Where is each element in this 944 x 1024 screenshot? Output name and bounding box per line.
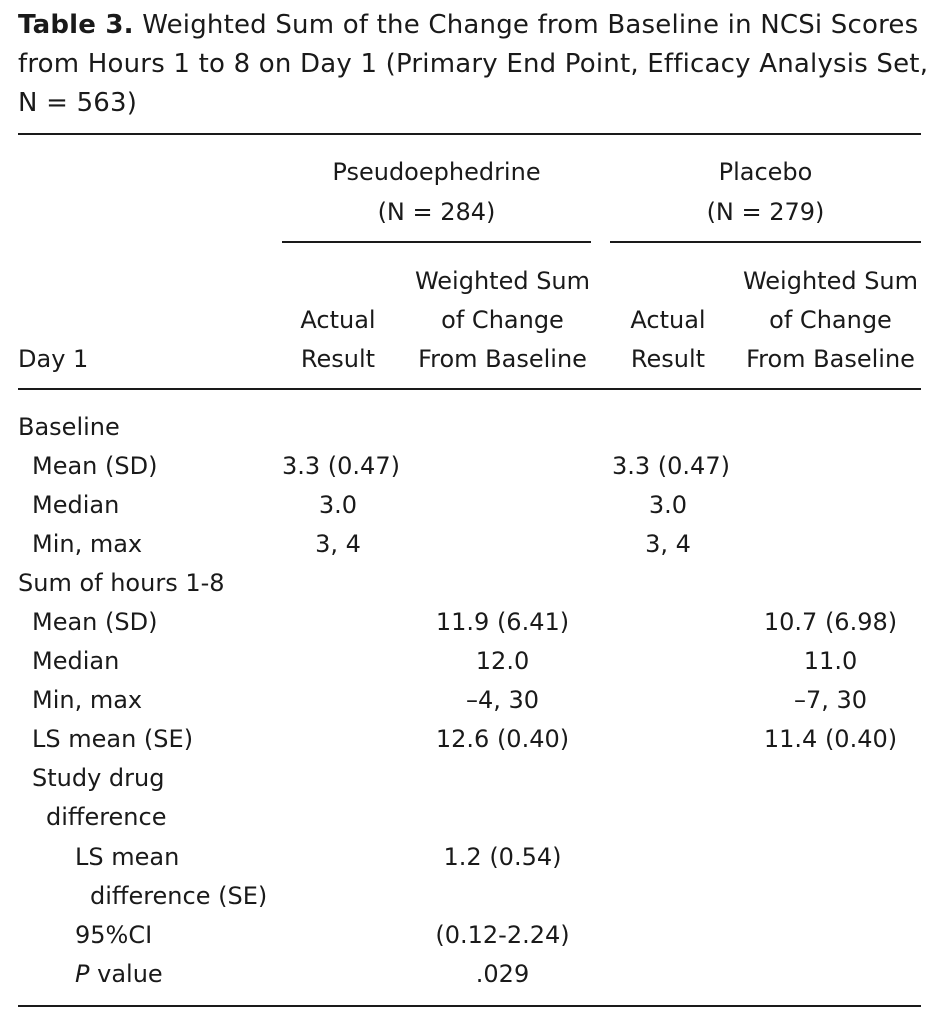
sum-mean-label: Mean (SD) <box>32 608 158 636</box>
col-wsum-pla-l1: Weighted Sum <box>742 267 919 295</box>
col-wsum-pla-l2: of Change <box>769 306 892 334</box>
baseline-median-pla: 3.0 <box>648 491 688 519</box>
lsdiff-value: 1.2 (0.54) <box>443 843 562 871</box>
sum-minmax-label: Min, max <box>32 686 143 714</box>
study-drug-label-l2: difference <box>46 803 167 831</box>
group1-n: (N = 284) <box>377 198 496 226</box>
sum-mean-pla: 10.7 (6.98) <box>763 608 898 636</box>
row-header-day: Day 1 <box>18 345 89 373</box>
lsmean-pse: 12.6 (0.40) <box>435 725 570 753</box>
study-drug-label-l1: Study drug <box>32 764 165 792</box>
ci-value: (0.12-2.24) <box>435 921 570 949</box>
bottom-rule <box>18 1005 921 1007</box>
col-wsum-pse-l1: Weighted Sum <box>414 267 591 295</box>
lsmean-pla: 11.4 (0.40) <box>763 725 898 753</box>
sum-median-pla: 11.0 <box>803 647 858 675</box>
sum-median-pse: 12.0 <box>475 647 530 675</box>
col-actual-pla-l1: Actual <box>630 306 706 334</box>
table-label: Table 3. <box>18 10 134 40</box>
p-value: .029 <box>475 960 530 988</box>
lsmean-label: LS mean (SE) <box>32 725 194 753</box>
sum-mean-pse: 11.9 (6.41) <box>435 608 570 636</box>
group2-name: Placebo <box>718 158 813 186</box>
group2-n: (N = 279) <box>706 198 825 226</box>
baseline-mean-pse: 3.3 (0.47) <box>282 452 400 480</box>
group2-underline <box>610 241 921 243</box>
baseline-median-pse: 3.0 <box>318 491 358 519</box>
ci-label: 95%CI <box>75 921 153 949</box>
col-actual-pse-l1: Actual <box>300 306 376 334</box>
col-wsum-pse-l3: From Baseline <box>418 345 587 373</box>
lsdiff-label-l2: difference (SE) <box>90 882 268 910</box>
lsdiff-label-l1: LS mean <box>75 843 180 871</box>
p-value-label-italic: P <box>75 960 90 988</box>
sum-minmax-pla: –7, 30 <box>793 686 868 714</box>
col-actual-pla-l2: Result <box>630 345 706 373</box>
baseline-mean-pla: 3.3 (0.47) <box>612 452 730 480</box>
table-title: Weighted Sum of the Change from Baseline in NCSi Scores from Hours 1 to 8 on Day 1 (Primary End Point, Efficacy Analysis Set, N = 563) <box>18 10 929 118</box>
table-caption <box>18 6 930 123</box>
baseline-minmax-label: Min, max <box>32 530 143 558</box>
col-actual-pse-l2: Result <box>300 345 376 373</box>
top-rule <box>18 133 921 135</box>
baseline-mean-label: Mean (SD) <box>32 452 158 480</box>
sum-minmax-pse: –4, 30 <box>465 686 540 714</box>
baseline-minmax-pla: 3, 4 <box>645 530 691 558</box>
p-value-label <box>75 955 163 994</box>
group1-name: Pseudoephedrine <box>332 158 541 186</box>
section-baseline: Baseline <box>18 413 120 441</box>
group1-underline <box>282 241 591 243</box>
baseline-median-label: Median <box>32 491 120 519</box>
section-sum-hours: Sum of hours 1-8 <box>18 569 225 597</box>
col-wsum-pla-l3: From Baseline <box>746 345 915 373</box>
col-wsum-pse-l2: of Change <box>441 306 564 334</box>
header-rule <box>18 388 921 390</box>
baseline-minmax-pse: 3, 4 <box>315 530 361 558</box>
sum-median-label: Median <box>32 647 120 675</box>
p-value-label-rest: value <box>89 960 163 988</box>
